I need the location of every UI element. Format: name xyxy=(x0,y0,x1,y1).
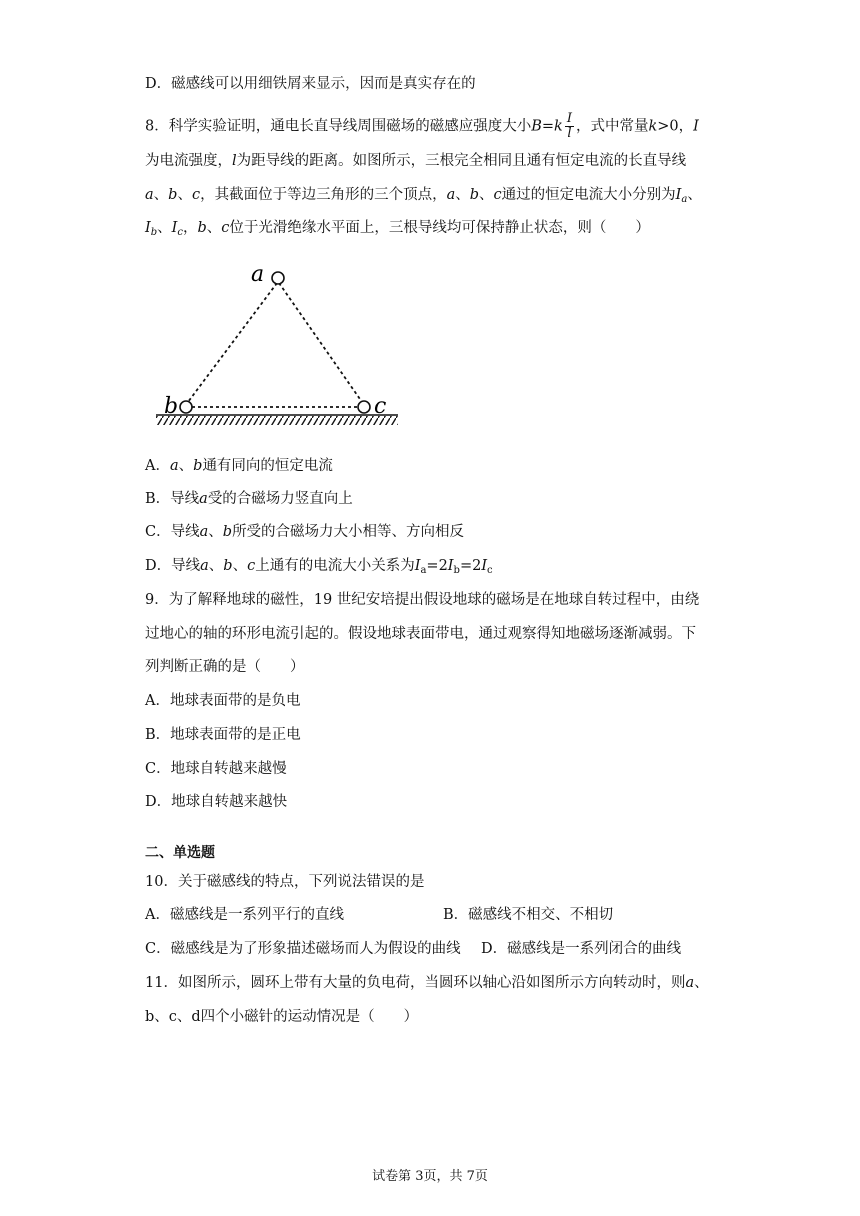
formula-b: B xyxy=(531,118,542,135)
q8-var: b xyxy=(193,458,203,474)
q9-option-d: D．地球自转越来越快 xyxy=(145,794,288,810)
q8-text: 、 xyxy=(208,558,224,574)
q8-text: D．导线 xyxy=(145,558,201,574)
q8-text: 、 xyxy=(153,187,169,203)
q10-option-a: A．磁感线是一系列平行的直线 xyxy=(145,907,344,923)
q9-stem-line1: 9．为了解释地球的磁性，19 世纪安培提出假设地球的磁场是在地球自转过程中，由绕 xyxy=(145,592,700,608)
label-a: a xyxy=(251,262,265,287)
q8-text: 位于光滑绝缘水平面上，三根导线均可保持静止状态，则（ ） xyxy=(229,220,650,236)
q8-var: b xyxy=(223,558,233,574)
q8-text: 、 xyxy=(208,524,223,540)
q8-var: a xyxy=(446,187,456,203)
q10-option-b: B．磁感线不相交、不相切 xyxy=(443,907,614,923)
q8-text: 受的合磁场力竖直向上 xyxy=(207,491,353,507)
wire-b xyxy=(180,401,192,413)
section-heading: 二、单选题 xyxy=(145,845,215,861)
q8-text: 、 xyxy=(479,187,494,203)
q8-text: B．导线 xyxy=(145,491,200,507)
q8-var: a xyxy=(199,524,209,540)
page-footer: 试卷第 3页，共 7页 xyxy=(372,1169,488,1184)
q8-stem-line4 xyxy=(145,218,650,240)
q8-option-c xyxy=(145,522,464,542)
q8-text: 上通有的电流大小关系为 xyxy=(255,558,415,574)
q8-text: 、 xyxy=(687,187,702,203)
q8-subscript: c xyxy=(177,227,183,238)
q8-text: >0， xyxy=(657,118,694,135)
q11-var: a xyxy=(685,975,695,991)
q8-var: a xyxy=(145,187,154,203)
q8-text: 、 xyxy=(157,220,172,236)
q7-option-d: D．磁感线可以用细铁屑来显示，因而是真实存在的 xyxy=(145,76,476,92)
q8-var: I xyxy=(693,118,699,135)
q8-var: b xyxy=(168,187,178,203)
q8-var: I xyxy=(145,220,151,236)
q10-option-d: D．磁感线是一系列闭合的曲线 xyxy=(481,941,682,957)
q8-option-d xyxy=(145,556,493,578)
q8-var: k xyxy=(648,118,658,135)
q9-option-a: A．地球表面带的是负电 xyxy=(145,693,301,709)
q9-option-b: B．地球表面带的是正电 xyxy=(145,727,301,743)
q8-text: 、 xyxy=(455,187,470,203)
q8-text: ，式中常量 xyxy=(575,118,649,135)
q8-var: b xyxy=(197,220,207,236)
q8-text: A． xyxy=(145,458,170,474)
q8-var: a xyxy=(200,558,209,574)
q8-text: ，其截面位于等边三角形的三个顶点， xyxy=(200,187,447,203)
q8-text: 为距导线的距离。如图所示，三根完全相同且通有恒定电流的长直导线 xyxy=(236,153,687,169)
side-ab xyxy=(188,283,277,402)
q8-text: 、 xyxy=(206,220,222,236)
q11-stem-line1 xyxy=(145,973,709,993)
label-b: b xyxy=(164,394,179,419)
q8-text: 通过的恒定电流大小分别为 xyxy=(501,187,676,203)
q8-var: c xyxy=(247,558,256,574)
q8-text: 所受的合磁场力大小相等、方向相反 xyxy=(232,524,465,540)
q8-text: 、 xyxy=(177,187,192,203)
wire-a xyxy=(272,272,284,284)
q8-var: c xyxy=(221,220,230,236)
side-ac xyxy=(279,283,362,402)
ground-hatching xyxy=(156,416,398,425)
fraction-denominator: l xyxy=(567,126,572,141)
q8-var: l xyxy=(232,153,237,169)
q8-text: ， xyxy=(182,220,198,236)
q8-text: =2 xyxy=(459,558,482,574)
q8-var: I xyxy=(171,220,178,236)
q8-var: c xyxy=(493,187,502,203)
q11-stem-line2: b、c、d四个小磁针的运动情况是（ ） xyxy=(145,1009,419,1025)
q8-var: c xyxy=(191,187,201,203)
formula-k: k xyxy=(554,118,563,135)
q8-var: I xyxy=(414,558,421,574)
q8-var: b xyxy=(469,187,480,203)
q8-subscript: a xyxy=(681,194,688,205)
q8-triangle-figure xyxy=(150,258,410,433)
q8-text: 、 xyxy=(178,458,194,474)
q8-text: =2 xyxy=(426,558,448,574)
q8-subscript: a xyxy=(420,565,427,576)
q10-option-c: C．磁感线是为了形象描述磁场而人为假设的曲线 xyxy=(145,941,461,957)
formula-fraction xyxy=(565,112,574,141)
q8-var: a xyxy=(169,458,179,474)
q8-text: 、 xyxy=(232,558,248,574)
q10-stem: 10．关于磁感线的特点，下列说法错误的是 xyxy=(145,874,425,890)
q8-stem-line3 xyxy=(145,185,702,207)
q8-text: C．导线 xyxy=(145,524,200,540)
q8-option-b xyxy=(145,489,353,509)
q11-text: 、 xyxy=(694,975,709,991)
fraction-numerator: I xyxy=(566,111,572,126)
label-c: c xyxy=(374,394,387,419)
q8-subscript: b xyxy=(453,565,460,576)
q8-stem-line2 xyxy=(145,151,686,171)
q8-stem-line1 xyxy=(145,112,699,141)
q8-subscript: b xyxy=(150,227,158,238)
wire-c xyxy=(358,401,370,413)
q8-text: 8．科学实验证明，通电长直导线周围磁场的磁感应强度大小 xyxy=(145,118,532,135)
q8-var: I xyxy=(447,558,454,574)
q8-option-a xyxy=(145,456,333,476)
q11-text: 11．如图所示，圆环上带有大量的负电荷，当圆环以轴心沿如图所示方向转动时，则 xyxy=(145,975,686,991)
q8-text: 通有同向的恒定电流 xyxy=(202,458,333,474)
q8-var: I xyxy=(481,558,488,574)
q9-stem-line2: 过地心的轴的环形电流引起的。假设地球表面带电，通过观察得知地磁场逐渐减弱。下 xyxy=(145,626,696,642)
q9-option-c: C．地球自转越来越慢 xyxy=(145,761,287,777)
q8-subscript: c xyxy=(487,565,493,576)
q8-var: b xyxy=(222,524,233,540)
q8-var: I xyxy=(675,187,682,203)
q8-text: 为电流强度， xyxy=(145,153,232,169)
q9-stem-line3: 列判断正确的是（ ） xyxy=(145,659,305,675)
formula-eq: = xyxy=(541,118,555,135)
q8-var: a xyxy=(199,491,208,507)
